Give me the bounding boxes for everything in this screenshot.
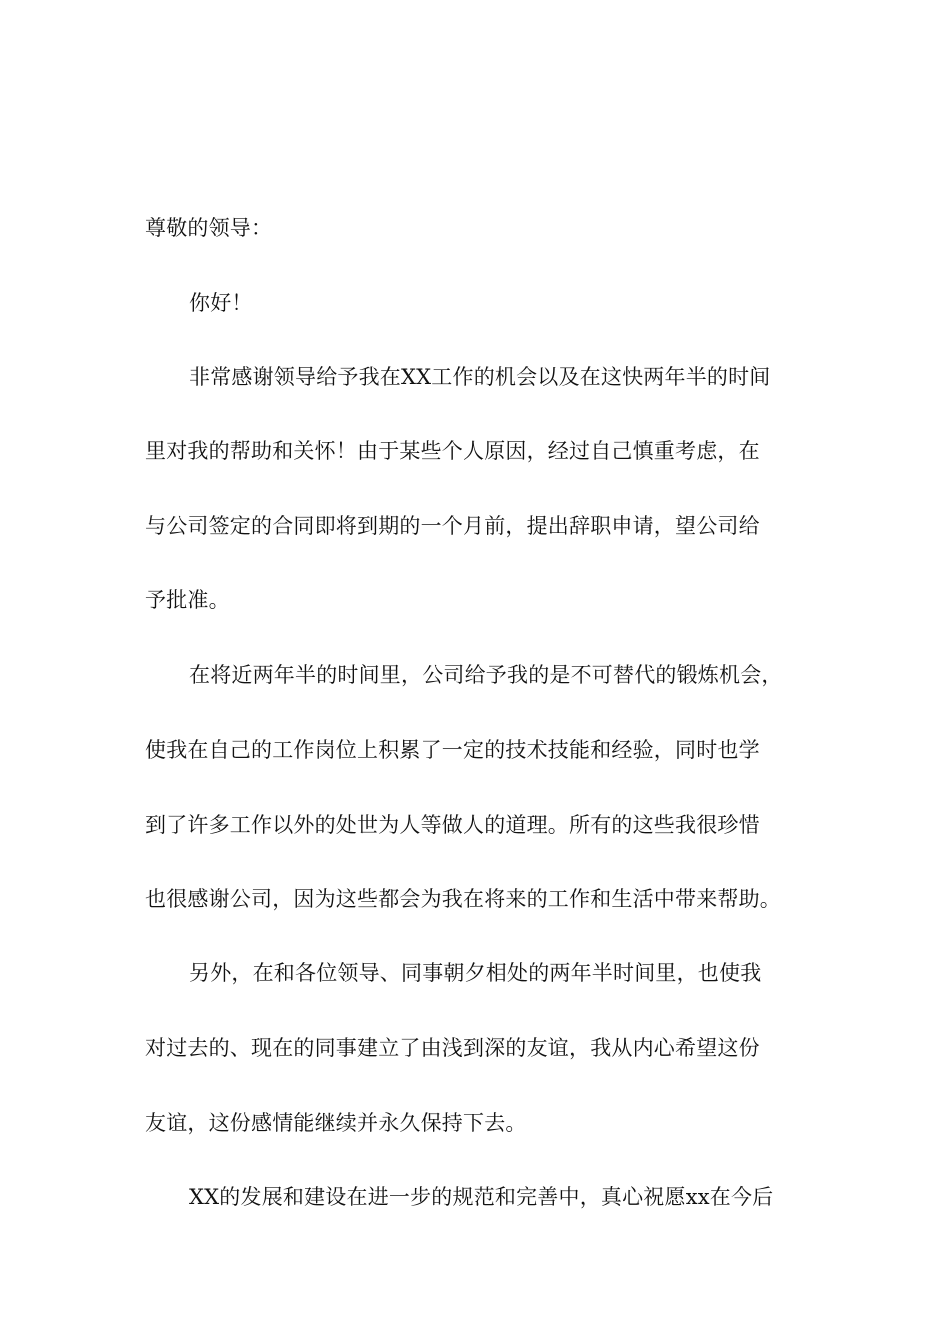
paragraph-1-line-2: 里对我的帮助和关怀！由于某些个人原因，经过自己慎重考虑，在 xyxy=(145,439,760,463)
paragraph-1-line-3: 与公司签定的合同即将到期的一个月前，提出辞职申请，望公司给 xyxy=(145,514,760,538)
paragraph-2-line-3: 到了许多工作以外的处世为人等做人的道理。所有的这些我很珍惜 xyxy=(145,813,760,837)
paragraph-4-line-1: XX的发展和建设在进一步的规范和完善中，真心祝愿xx在今后 xyxy=(189,1185,774,1209)
paragraph-3-line-3: 友谊，这份感情能继续并永久保持下去。 xyxy=(145,1111,527,1135)
paragraph-3-line-1: 另外，在和各位领导、同事朝夕相处的两年半时间里，也使我 xyxy=(189,961,762,985)
paragraph-1-line-4: 予批准。 xyxy=(145,588,230,612)
paragraph-3-line-2: 对过去的、现在的同事建立了由浅到深的友谊，我从内心希望这份 xyxy=(145,1036,760,1060)
paragraph-2-line-4: 也很感谢公司，因为这些都会为我在将来的工作和生活中带来帮助。 xyxy=(145,887,781,911)
paragraph-1-line-1: 非常感谢领导给予我在XX工作的机会以及在这快两年半的时间 xyxy=(189,365,771,389)
greeting: 你好！ xyxy=(189,291,253,315)
paragraph-2-line-1: 在将近两年半的时间里，公司给予我的是不可替代的锻炼机会， xyxy=(189,663,783,687)
salutation: 尊敬的领导： xyxy=(145,216,273,240)
paragraph-2-line-2: 使我在自己的工作岗位上积累了一定的技术技能和经验，同时也学 xyxy=(145,738,760,762)
